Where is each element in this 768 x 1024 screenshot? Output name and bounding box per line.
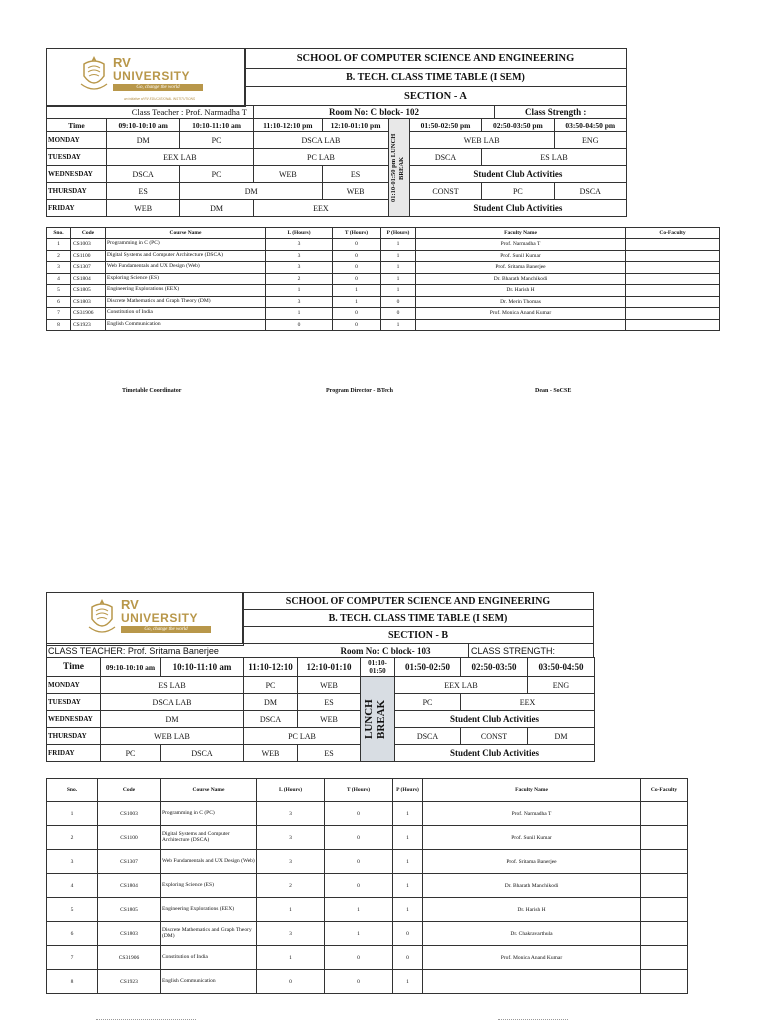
table-row [47,296,720,308]
cell: EEX LAB [395,677,528,694]
rv-university-logo [77,52,237,104]
cell: DSCA [244,711,298,728]
time-slot-3: 11:10-12:10 pm [253,119,322,132]
time-slot-lunch: 01:10-01:50 [361,658,395,677]
cell-sno: 5 [47,898,98,922]
cell: EEX LAB [106,149,253,166]
cell-faculty-name: Prof. Narmadha T [416,239,626,251]
time-slot-1: 09:10-10:10 am [101,658,161,677]
cell: CONST [461,728,528,745]
timetable-title: B. TECH. CLASS TIME TABLE (I SEM) [245,69,627,87]
cell: ES LAB [482,149,627,166]
cell-course-name: Web Fundamentals and UX Design (Web) [161,850,257,874]
cell: DM [106,132,179,149]
cell-p-hours: 1 [381,273,416,285]
cell-l-hours: 3 [266,239,333,251]
col-sno: Sno. [47,779,98,802]
cell-l-hours: 2 [266,273,333,285]
cell-faculty-name: Prof. Sritama Banerjee [416,262,626,274]
cell: ES [106,183,179,200]
cell-t-hours: 0 [325,826,393,850]
cell-t-hours: 0 [325,874,393,898]
rv-university-logo [85,595,235,643]
day-label: WEDNESDAY [47,166,107,183]
logo-tagline: Go, change the world [121,626,211,633]
row-friday [47,200,627,217]
table-row [47,273,720,285]
cell-co-faculty [641,850,688,874]
time-slot-2: 10:10-11:10 am [161,658,244,677]
time-slot-4: 12:10-01:10 [298,658,361,677]
cell: DSCA [554,183,626,200]
cell-code: CS1803 [71,296,106,308]
cell: WEB [106,200,179,217]
cell-t-hours: 0 [333,262,381,274]
row-wednesday [47,711,595,728]
time-header: Time [47,119,107,132]
cell: DM [180,200,253,217]
col-code: Code [71,228,106,239]
cell-co-faculty [641,970,688,994]
cell-p-hours: 1 [381,262,416,274]
table-row [47,250,720,262]
cell-l-hours: 0 [257,970,325,994]
cell-p-hours: 1 [381,285,416,297]
time-slot-3: 11:10-12:10 [244,658,298,677]
cell-code: CS1804 [98,874,161,898]
cell: DSCA [395,728,461,745]
class-teacher: Class Teacher : Prof. Narmadha T [47,106,254,119]
cell: DSCA [161,745,244,762]
table-row [47,802,688,826]
cell-sno: 1 [47,239,71,251]
logo-subtitle: an initiative of RV EDUCATIONAL INSTITUTIONS [123,97,196,101]
cell: EEX [461,694,595,711]
cell-co-faculty [641,946,688,970]
time-slot-6: 02:50-03:50 pm [482,119,554,132]
cell-co-faculty [641,922,688,946]
cell-code: CS1805 [98,898,161,922]
cell-l-hours: 3 [257,922,325,946]
logo-box-a [46,48,246,107]
cell-t-hours: 0 [333,273,381,285]
day-label: THURSDAY [47,183,107,200]
cell-t-hours: 1 [325,898,393,922]
cell-course-name: English Communication [161,970,257,994]
cell-t-hours: 0 [325,802,393,826]
bottom-cutoff-text [96,1019,196,1022]
cell-code: CS1307 [71,262,106,274]
col-course-name: Course Name [106,228,266,239]
cell-p-hours: 1 [381,319,416,331]
cell-l-hours: 2 [257,874,325,898]
col-faculty: Faculty Name [416,228,626,239]
table-row [47,970,688,994]
cell-sno: 7 [47,946,98,970]
cell-code: CS1100 [71,250,106,262]
cell-course-name: Discrete Mathematics and Graph Theory (DM) [106,296,266,308]
cell-sno: 2 [47,826,98,850]
cell-code: CS1307 [98,850,161,874]
cell: DM [244,694,298,711]
cell-sno: 6 [47,922,98,946]
cell-course-name: English Communication [106,319,266,331]
cell-co-faculty [641,826,688,850]
course-table-b [46,778,688,994]
time-slot-5: 01:50-02:50 [395,658,461,677]
cell-l-hours: 3 [266,296,333,308]
cell-sno: 8 [47,319,71,331]
cell-course-name: Constitution of India [106,308,266,320]
table-row [47,922,688,946]
cell: WEB [244,745,298,762]
row-tuesday [47,149,627,166]
cell-co-faculty [626,262,720,274]
day-label: MONDAY [47,677,101,694]
sig-timetable-coordinator: Timetable Coordinator [122,388,182,394]
cell: WEB [298,677,361,694]
cell: PC LAB [244,728,361,745]
cell-t-hours: 0 [333,250,381,262]
day-label: FRIDAY [47,745,101,762]
row-wednesday [47,166,627,183]
cell-course-name: Exploring Science (ES) [106,273,266,285]
cell-faculty-name: Prof. Sunil Kumar [416,250,626,262]
row-thursday [47,728,595,745]
row-monday [47,132,627,149]
cell-sno: 1 [47,802,98,826]
row-thursday [47,183,627,200]
bottom-cutoff-text [498,1019,568,1022]
col-course-name: Course Name [161,779,257,802]
cell-faculty-name: Dr. Merin Thomas [416,296,626,308]
cell-co-faculty [626,308,720,320]
cell-p-hours: 1 [393,850,423,874]
school-title: SCHOOL OF COMPUTER SCIENCE AND ENGINEERING [245,49,627,69]
col-co-faculty: Co-Faculty [626,228,720,239]
header-a [244,48,627,106]
row-tuesday [47,694,595,711]
cell-course-name: Digital Systems and Computer Architecture (DSCA) [161,826,257,850]
table-row [47,319,720,331]
table-row [47,285,720,297]
cell: ES [298,694,361,711]
cell-faculty-name: Dr. Bharath Manchikodi [416,273,626,285]
cell-code: CS1804 [71,273,106,285]
cell-code: CS1100 [98,826,161,850]
cell-sno: 7 [47,308,71,320]
cell-p-hours: 0 [381,296,416,308]
cell-sno: 3 [47,850,98,874]
cell: ENG [554,132,626,149]
crest-icon [79,54,109,94]
info-row-a [46,105,627,119]
cell-l-hours: 3 [266,262,333,274]
time-slot-4: 12:10-01:10 pm [323,119,389,132]
cell-p-hours: 1 [381,250,416,262]
lunch-break: LUNCH BREAK [361,677,395,762]
time-slot-7: 03:50-04:50 pm [554,119,626,132]
sig-program-director: Program Director - BTech [326,388,393,394]
cell-course-name: Programming in C (PC) [106,239,266,251]
sig-dean: Dean - SoCSE [535,388,572,394]
cell: PC LAB [253,149,388,166]
cell-t-hours: 0 [333,239,381,251]
cell-course-name: Exploring Science (ES) [161,874,257,898]
cell: DSCA [106,166,179,183]
cell: PC [395,694,461,711]
time-slot-5: 01:50-02:50 pm [409,119,481,132]
col-p-hours: P (Hours) [393,779,423,802]
day-label: TUESDAY [47,149,107,166]
time-slot-1: 09:10-10:10 am [106,119,179,132]
lunch-break: 01:10-01:50 pm LUNCH BREAK [389,119,410,217]
cell: CONST [409,183,481,200]
room-number: Room No: C block- 102 [254,106,495,119]
col-faculty: Faculty Name [423,779,641,802]
class-strength: CLASS STRENGTH: [469,644,594,658]
logo-rv: RV [113,55,131,70]
col-sno: Sno. [47,228,71,239]
cell: ES LAB [101,677,244,694]
time-slot-2: 10:10-11:10 am [180,119,253,132]
cell-sno: 8 [47,970,98,994]
cell: EEX [253,200,388,217]
cell-faculty-name [416,319,626,331]
section-title: SECTION - B [243,627,594,644]
timetable-title: B. TECH. CLASS TIME TABLE (I SEM) [243,610,594,627]
course-table-a [46,227,720,331]
cell-p-hours: 0 [393,922,423,946]
cell-co-faculty [626,239,720,251]
logo-box-b [46,592,244,646]
cell: DSCA LAB [101,694,244,711]
cell: ENG [528,677,595,694]
cell-faculty-name: Prof. Sritama Banerjee [423,850,641,874]
cell-faculty-name: Prof. Monica Anand Kumar [416,308,626,320]
cell: WEB [298,711,361,728]
cell: DM [528,728,595,745]
cell-faculty-name: Prof. Monica Anand Kumar [423,946,641,970]
table-row [47,308,720,320]
cell-l-hours: 3 [257,826,325,850]
cell-course-name: Constitution of India [161,946,257,970]
cell-code: CS1923 [71,319,106,331]
cell-faculty-name: Prof. Sunil Kumar [423,826,641,850]
cell: WEB [323,183,389,200]
cell-l-hours: 0 [266,319,333,331]
cell-sno: 6 [47,296,71,308]
cell-sno: 3 [47,262,71,274]
cell: PC [180,166,253,183]
section-title: SECTION - A [245,87,627,106]
table-row [47,239,720,251]
cell-sno: 4 [47,874,98,898]
cell-code: CS31906 [98,946,161,970]
col-code: Code [98,779,161,802]
cell-co-faculty [641,898,688,922]
cell-code: CS1003 [71,239,106,251]
crest-icon [87,597,117,637]
cell-p-hours: 0 [393,946,423,970]
cell-co-faculty [626,285,720,297]
cell: PC [482,183,554,200]
cell: PC [101,745,161,762]
cell-code: CS1923 [98,970,161,994]
cell: DSCA [409,149,481,166]
cell-p-hours: 1 [393,970,423,994]
cell: Student Club Activities [409,166,626,183]
room-number: Room No: C block- 103 [303,644,469,658]
class-teacher: CLASS TEACHER: Prof. Sritama Banerjee [47,644,304,658]
cell-code: CS1803 [98,922,161,946]
row-monday [47,677,595,694]
cell-course-name: Engineering Explorations (EEX) [106,285,266,297]
cell-co-faculty [626,273,720,285]
cell-t-hours: 1 [333,285,381,297]
cell-faculty-name [423,970,641,994]
col-t-hours: T (Hours) [333,228,381,239]
cell-co-faculty [641,874,688,898]
info-row-b [46,643,594,658]
cell-p-hours: 1 [393,826,423,850]
cell: WEB LAB [409,132,554,149]
cell-faculty-name: Dr. Harish H [416,285,626,297]
cell-l-hours: 1 [266,308,333,320]
cell-course-name: Web Fundamentals and UX Design (Web) [106,262,266,274]
day-label: WEDNESDAY [47,711,101,728]
cell-course-name: Digital Systems and Computer Architecture (DSCA) [106,250,266,262]
cell-t-hours: 0 [333,319,381,331]
table-row [47,826,688,850]
col-t-hours: T (Hours) [325,779,393,802]
col-l-hours: L (Hours) [266,228,333,239]
logo-tagline: Go, change the world [113,84,203,91]
cell-t-hours: 0 [325,850,393,874]
cell-co-faculty [641,802,688,826]
cell: DM [180,183,323,200]
cell: PC [180,132,253,149]
cell-l-hours: 3 [257,802,325,826]
col-p-hours: P (Hours) [381,228,416,239]
cell-l-hours: 1 [257,946,325,970]
cell-faculty-name: Prof. Narmadha T [423,802,641,826]
time-header: Time [47,658,101,677]
cell-faculty-name: Dr. Bharath Manchikodi [423,874,641,898]
cell-p-hours: 1 [381,239,416,251]
cell: WEB [253,166,322,183]
cell: DM [101,711,244,728]
cell: Student Club Activities [409,200,626,217]
day-label: MONDAY [47,132,107,149]
cell-l-hours: 1 [257,898,325,922]
cell-p-hours: 1 [393,802,423,826]
cell-l-hours: 3 [257,850,325,874]
cell: Student Club Activities [395,711,595,728]
cell: DSCA LAB [253,132,388,149]
logo-university: UNIVERSITY [113,69,191,83]
cell-l-hours: 1 [266,285,333,297]
day-label: THURSDAY [47,728,101,745]
logo-rv: RV [121,597,139,612]
cell-code: CS31906 [71,308,106,320]
cell-t-hours: 0 [333,308,381,320]
header-b [242,592,594,644]
cell-co-faculty [626,250,720,262]
cell-t-hours: 0 [325,970,393,994]
day-label: TUESDAY [47,694,101,711]
cell-sno: 5 [47,285,71,297]
cell-sno: 4 [47,273,71,285]
time-slot-7: 03:50-04:50 [528,658,595,677]
row-friday [47,745,595,762]
col-l-hours: L (Hours) [257,779,325,802]
table-row [47,874,688,898]
cell: PC [244,677,298,694]
table-row [47,898,688,922]
cell-t-hours: 1 [325,922,393,946]
class-strength: Class Strength : [495,106,627,119]
cell-course-name: Discrete Mathematics and Graph Theory (DM) [161,922,257,946]
cell-p-hours: 0 [381,308,416,320]
cell-p-hours: 1 [393,898,423,922]
timetable-b [46,657,595,762]
table-row [47,850,688,874]
time-slot-6: 02:50-03:50 [461,658,528,677]
school-title: SCHOOL OF COMPUTER SCIENCE AND ENGINEERING [243,593,594,610]
day-label: FRIDAY [47,200,107,217]
col-co-faculty: Co-Faculty [641,779,688,802]
logo-university: UNIVERSITY [121,611,199,625]
cell-p-hours: 1 [393,874,423,898]
cell-code: CS1003 [98,802,161,826]
cell-sno: 2 [47,250,71,262]
cell-l-hours: 3 [266,250,333,262]
timetable-a [46,118,627,217]
cell-co-faculty [626,296,720,308]
cell: ES [323,166,389,183]
cell-co-faculty [626,319,720,331]
cell: Student Club Activities [395,745,595,762]
cell: WEB LAB [101,728,244,745]
cell-t-hours: 0 [325,946,393,970]
cell-course-name: Engineering Explorations (EEX) [161,898,257,922]
cell-t-hours: 1 [333,296,381,308]
cell-code: CS1805 [71,285,106,297]
table-row [47,262,720,274]
table-row [47,946,688,970]
cell: ES [298,745,361,762]
cell-faculty-name: Dr. Harish H [423,898,641,922]
cell-faculty-name: Dr. Chakravarthula [423,922,641,946]
cell-course-name: Programming in C (PC) [161,802,257,826]
